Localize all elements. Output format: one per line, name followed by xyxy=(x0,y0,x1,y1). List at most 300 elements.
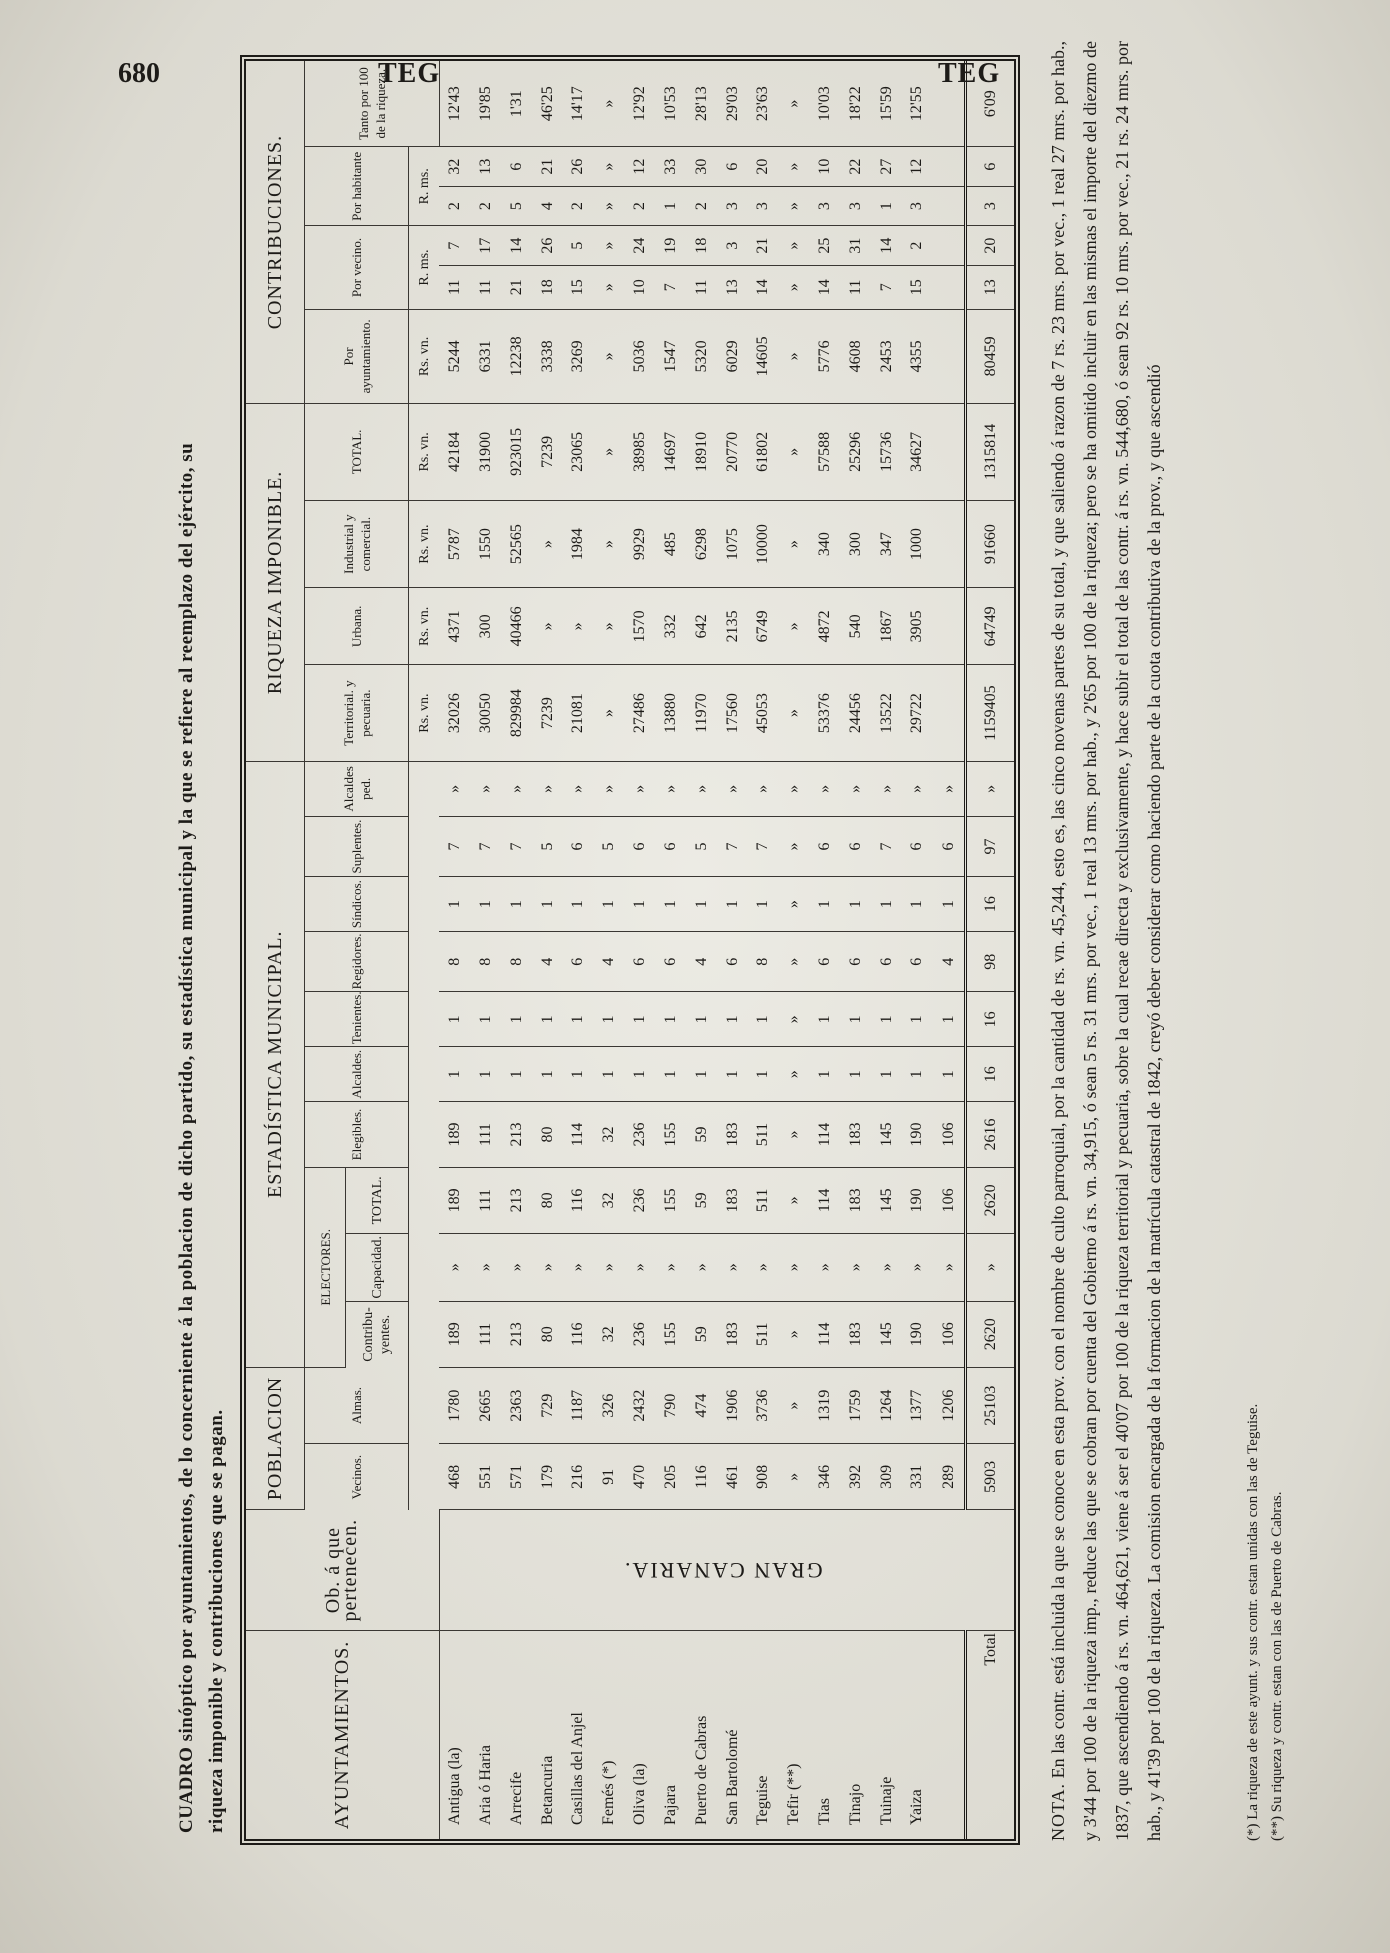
cell-tpc: 15'59 xyxy=(871,61,902,147)
cell-pv2: 25 xyxy=(810,226,841,266)
footnote-1: (*) La riqueza de este ayunt. y sus contr. estan unidas con las de Teguise. xyxy=(1245,1403,1261,1841)
cell-total-alm: 25103 xyxy=(966,1367,1014,1444)
cell-alm: 1187 xyxy=(563,1367,594,1444)
cell-pv2: 21 xyxy=(748,226,779,266)
cell-total-vec: 5903 xyxy=(966,1444,1014,1510)
cell-terr: 45053 xyxy=(748,665,779,762)
cell-cap: » xyxy=(655,1233,686,1301)
cell-tot: 145 xyxy=(871,1167,902,1233)
cell-alm: 2665 xyxy=(470,1367,501,1444)
cell-urb xyxy=(933,588,966,665)
cell-ph2: 6 xyxy=(501,147,532,187)
cell-total-eleg: 2616 xyxy=(966,1102,1014,1168)
cell-sin: 1 xyxy=(439,877,470,932)
cell-sup: 7 xyxy=(871,816,902,876)
cell-sup: 6 xyxy=(563,816,594,876)
cell-con: 190 xyxy=(902,1301,933,1367)
cell-con: 80 xyxy=(532,1301,563,1367)
cell-ten: 1 xyxy=(840,992,871,1047)
cell-con: 213 xyxy=(501,1301,532,1367)
cell-ten: 1 xyxy=(655,992,686,1047)
cell-total-ind: 91660 xyxy=(966,500,1014,588)
cell-eleg: 59 xyxy=(686,1102,717,1168)
cell-terr: 7239 xyxy=(532,665,563,762)
cell-ph2: 10 xyxy=(810,147,841,187)
unit-por-ayuntamiento: Rs. vn. xyxy=(409,309,440,403)
cell-eleg: 183 xyxy=(840,1102,871,1168)
cell-con: 183 xyxy=(717,1301,748,1367)
cell-tot: 236 xyxy=(625,1167,656,1233)
cell-total-urb: 64749 xyxy=(966,588,1014,665)
cell-alc: 1 xyxy=(902,1047,933,1102)
cell-pv1: 15 xyxy=(902,265,933,309)
cell-sin: 1 xyxy=(933,877,966,932)
cell-reg: 6 xyxy=(871,932,902,992)
cell-con: 111 xyxy=(470,1301,501,1367)
unit-por-vecino: R. ms. xyxy=(409,226,440,309)
cell-terr: 32026 xyxy=(439,665,470,762)
cell-triq: 7239 xyxy=(532,404,563,501)
cell-pv1: » xyxy=(594,265,625,309)
cell-alm: 2432 xyxy=(625,1367,656,1444)
cell-total-triq: 1315814 xyxy=(966,404,1014,501)
cell-ten: 1 xyxy=(501,992,532,1047)
cell-tpc: 29'03 xyxy=(717,61,748,147)
cell-ind: 300 xyxy=(840,500,871,588)
cell-alm: 1319 xyxy=(810,1367,841,1444)
col-regidores: Regidores. xyxy=(305,932,409,992)
cell-alc: 1 xyxy=(532,1047,563,1102)
cell-urb: 300 xyxy=(470,588,501,665)
cell-pay: 3269 xyxy=(563,309,594,403)
cell-urb: 3905 xyxy=(902,588,933,665)
cell-cap: » xyxy=(810,1233,841,1301)
cell-cap: » xyxy=(717,1233,748,1301)
cell-alm: 326 xyxy=(594,1367,625,1444)
cell-pv2: 26 xyxy=(532,226,563,266)
cell-reg: 6 xyxy=(563,932,594,992)
synoptic-table xyxy=(240,55,1020,1845)
cell-reg: 4 xyxy=(933,932,966,992)
cell-terr: 13880 xyxy=(655,665,686,762)
cell-pay: 6029 xyxy=(717,309,748,403)
cell-alc: 1 xyxy=(717,1047,748,1102)
cell-reg: 4 xyxy=(594,932,625,992)
cell-tot: 183 xyxy=(717,1167,748,1233)
cell-ind: 6298 xyxy=(686,500,717,588)
cell-ind: 1984 xyxy=(563,500,594,588)
cell-triq: 923015 xyxy=(501,404,532,501)
page-number: 680 xyxy=(118,58,160,89)
cell-sup: 6 xyxy=(933,816,966,876)
cell-ph1: 2 xyxy=(625,186,656,226)
cell-cap: » xyxy=(933,1233,966,1301)
cell-ayuntamiento: Tinajo xyxy=(846,1783,864,1825)
cell-ayuntamiento: Tias xyxy=(815,1798,833,1825)
cell-sup: 5 xyxy=(686,816,717,876)
cell-pay: 5320 xyxy=(686,309,717,403)
cell-reg: 8 xyxy=(439,932,470,992)
cell-pv2: 31 xyxy=(840,226,871,266)
cell-ind: 52565 xyxy=(501,500,532,588)
cell-triq: 42184 xyxy=(439,404,470,501)
cell-ph1: 3 xyxy=(810,186,841,226)
group-contribuciones: CONTRIBUCIONES. xyxy=(246,61,305,404)
cell-con: 106 xyxy=(933,1301,966,1367)
cell-ph1: 2 xyxy=(470,186,501,226)
cell-reg: 4 xyxy=(532,932,563,992)
cell-vec: 309 xyxy=(871,1444,902,1510)
cell-alm: 1377 xyxy=(902,1367,933,1444)
cell-ph1: 2 xyxy=(563,186,594,226)
cell-con: 145 xyxy=(871,1301,902,1367)
cell-con: 32 xyxy=(594,1301,625,1367)
cell-ten: 1 xyxy=(563,992,594,1047)
cell-total-ten: 16 xyxy=(966,992,1014,1047)
cell-reg: 8 xyxy=(748,932,779,992)
cell-eleg: 80 xyxy=(532,1102,563,1168)
cell-tot: 111 xyxy=(470,1167,501,1233)
cell-pay: 4608 xyxy=(840,309,871,403)
cell-pay: » xyxy=(594,309,625,403)
cell-ind: 10000 xyxy=(748,500,779,588)
cell-vec: 205 xyxy=(655,1444,686,1510)
cell-pv1: 18 xyxy=(532,265,563,309)
cell-alc: 1 xyxy=(655,1047,686,1102)
cell-eleg: 111 xyxy=(470,1102,501,1168)
cell-pv1 xyxy=(933,265,966,309)
cell-triq: » xyxy=(779,404,810,501)
cell-ph2: 32 xyxy=(439,147,470,187)
cell-ind: 1000 xyxy=(902,500,933,588)
cell-urb: 40466 xyxy=(501,588,532,665)
cell-ph2: 6 xyxy=(717,147,748,187)
cell-obispado xyxy=(439,1510,1014,1631)
cell-ped: » xyxy=(439,761,470,816)
cell-total-alc: 16 xyxy=(966,1047,1014,1102)
cell-alc: 1 xyxy=(840,1047,871,1102)
cell-ped: » xyxy=(717,761,748,816)
table-caption: CUADRO sinóptico por ayuntamientos, de lo concerniente á la poblacion de dicho partido, su estadística municipal y la que se refiere al reemplazo del ejército, su riqueza imponible y contribuciones que se pagan. xyxy=(176,442,227,1833)
cell-con: 183 xyxy=(840,1301,871,1367)
cell-tot: 80 xyxy=(532,1167,563,1233)
cell-tot: 189 xyxy=(439,1167,470,1233)
data-table xyxy=(246,61,1014,1839)
cell-terr: 53376 xyxy=(810,665,841,762)
cell-ten: 1 xyxy=(625,992,656,1047)
cell-vec: 571 xyxy=(501,1444,532,1510)
cell-tot: 32 xyxy=(594,1167,625,1233)
cell-total-reg: 98 xyxy=(966,932,1014,992)
cell-tot: 511 xyxy=(748,1167,779,1233)
cell-ten: 1 xyxy=(933,992,966,1047)
cell-ten: 1 xyxy=(902,992,933,1047)
cell-pay: 5244 xyxy=(439,309,470,403)
cell-sup: 7 xyxy=(748,816,779,876)
cell-total-ph1: 3 xyxy=(966,186,1014,226)
col-urbana: Urbana. xyxy=(305,588,409,665)
cell-ayuntamiento: Pajara xyxy=(661,1785,679,1825)
cell-ph1: 2 xyxy=(686,186,717,226)
cell-reg: 6 xyxy=(902,932,933,992)
cell-tpc: 10'53 xyxy=(655,61,686,147)
cell-con: 116 xyxy=(563,1301,594,1367)
cell-pv1: 13 xyxy=(717,265,748,309)
col-total-electores: TOTAL. xyxy=(346,1167,409,1233)
cell-pv2: 7 xyxy=(439,226,470,266)
cell-urb: 1867 xyxy=(871,588,902,665)
cell-urb: 642 xyxy=(686,588,717,665)
cell-alc: 1 xyxy=(594,1047,625,1102)
col-vecinos: Vecinos. xyxy=(305,1444,409,1510)
cell-con: 155 xyxy=(655,1301,686,1367)
cell-alc: 1 xyxy=(470,1047,501,1102)
cell-cap: » xyxy=(686,1233,717,1301)
cell-ph2: 26 xyxy=(563,147,594,187)
cell-sin: 1 xyxy=(501,877,532,932)
cell-pay: 1547 xyxy=(655,309,686,403)
cell-tpc: 28'13 xyxy=(686,61,717,147)
cell-reg: 6 xyxy=(625,932,656,992)
col-territorial: Territorial. y pecuaria. xyxy=(305,665,409,762)
cell-ayuntamiento: Betancuria xyxy=(538,1755,556,1825)
cell-sup: 6 xyxy=(655,816,686,876)
cell-pv1: 7 xyxy=(871,265,902,309)
cell-triq: 38985 xyxy=(625,404,656,501)
cell-pv1: 14 xyxy=(748,265,779,309)
cell-alc: 1 xyxy=(625,1047,656,1102)
cell-eleg: 213 xyxy=(501,1102,532,1168)
cell-alc: 1 xyxy=(810,1047,841,1102)
cell-ayuntamiento: San Bartolomé xyxy=(723,1729,741,1825)
cell-sup: 5 xyxy=(594,816,625,876)
cell-alm: 1264 xyxy=(871,1367,902,1444)
cell-terr: 21081 xyxy=(563,665,594,762)
cell-ten: 1 xyxy=(871,992,902,1047)
cell-eleg: 114 xyxy=(563,1102,594,1168)
cell-ind: » xyxy=(779,500,810,588)
cell-triq: 14697 xyxy=(655,404,686,501)
cell-reg: 6 xyxy=(655,932,686,992)
cell-ph2: 13 xyxy=(470,147,501,187)
cell-ped: » xyxy=(501,761,532,816)
cell-alm: 1206 xyxy=(933,1367,966,1444)
cell-total-pay: 80459 xyxy=(966,309,1014,403)
cell-ind: 1075 xyxy=(717,500,748,588)
cell-pv2: 14 xyxy=(871,226,902,266)
cell-alc: 1 xyxy=(686,1047,717,1102)
cell-ped: » xyxy=(933,761,966,816)
cell-total-terr: 1159405 xyxy=(966,665,1014,762)
cell-cap: » xyxy=(532,1233,563,1301)
cell-ph1: 3 xyxy=(748,186,779,226)
cell-tot: 155 xyxy=(655,1167,686,1233)
cell-ph1: 1 xyxy=(655,186,686,226)
cell-urb: 4371 xyxy=(439,588,470,665)
cell-pv2 xyxy=(933,226,966,266)
cell-pv1: » xyxy=(779,265,810,309)
cell-tot: 116 xyxy=(563,1167,594,1233)
cell-alc: 1 xyxy=(501,1047,532,1102)
cell-ten: » xyxy=(779,992,810,1047)
cell-tot: » xyxy=(779,1167,810,1233)
cell-eleg: 189 xyxy=(439,1102,470,1168)
cell-ph2: 12 xyxy=(625,147,656,187)
cell-ph1: 3 xyxy=(717,186,748,226)
cell-pv2: » xyxy=(594,226,625,266)
cell-eleg: » xyxy=(779,1102,810,1168)
cell-tpc: 12'92 xyxy=(625,61,656,147)
cell-triq: 23065 xyxy=(563,404,594,501)
cell-ped: » xyxy=(840,761,871,816)
note-text: En las contr. está incluida la que se conoce en esta prov. con el nombre de culto parroquial, por la cantidad de rs. vn. 45,244, esto es, las cinco novenas partes de su total, y que saliendo á razon de 7 rs. 23 mrs. por vec., 1 real 27 mrs. por hab., y 3'44 por 100 de la riqueza imp., reduce las que se cobran por cuenta del Gobierno á rs. vn. 34,915, ó sean 5 rs. 31 mrs. por vec., 1 real 13 mrs. por hab., y 2'65 por 100 de la riqueza; pero se ha omitido incluir en las mismas el importe del diezmo de 1837, que ascendiendo á rs. vn. 464,621, viene á ser el 40'07 por 100 de la riqueza territorial y pecuaria, sobre la cual recae directa y exclusivamente, y hace subir el total de las contr. á rs. vn. 544,680, ó sean 92 rs. 10 mrs. por vec., 21 rs. 24 mrs. por hab., y 41'39 por 100 de la riqueza. La comision encargada de la formacion de la matrícula catastral de 1842, creyó deber considerar como haciendo parte de la cuota contributiva de la prov., y que ascendió xyxy=(1048,40,1164,1841)
note-label: NOTA. xyxy=(1048,1782,1068,1841)
cell-alm: 790 xyxy=(655,1367,686,1444)
cell-ped: » xyxy=(625,761,656,816)
unit-total-riqueza: Rs. vn. xyxy=(409,404,440,501)
col-capacidad: Capacidad. xyxy=(346,1233,409,1301)
cell-eleg: 155 xyxy=(655,1102,686,1168)
cell-triq: 61802 xyxy=(748,404,779,501)
cell-ph1: 4 xyxy=(532,186,563,226)
cell-ph2: 20 xyxy=(748,147,779,187)
cell-tpc: 12'55 xyxy=(902,61,933,147)
cell-urb: » xyxy=(532,588,563,665)
cell-sup: 7 xyxy=(717,816,748,876)
cell-ind: 340 xyxy=(810,500,841,588)
footnote-2: (**) Su riqueza y contr. estan con las de Puerto de Cabras. xyxy=(1269,1491,1285,1841)
cell-sin: 1 xyxy=(532,877,563,932)
cell-alc: » xyxy=(779,1047,810,1102)
cell-con: 114 xyxy=(810,1301,841,1367)
cell-eleg: 190 xyxy=(902,1102,933,1168)
cell-sin: 1 xyxy=(748,877,779,932)
cell-ped: » xyxy=(686,761,717,816)
cell-sin: 1 xyxy=(470,877,501,932)
cell-cap: » xyxy=(840,1233,871,1301)
cell-cap: » xyxy=(748,1233,779,1301)
cell-ten: 1 xyxy=(594,992,625,1047)
cell-ph1 xyxy=(933,186,966,226)
cell-ind: 9929 xyxy=(625,500,656,588)
cell-eleg: 32 xyxy=(594,1102,625,1168)
cell-tot: 106 xyxy=(933,1167,966,1233)
cell-urb: » xyxy=(563,588,594,665)
cell-terr xyxy=(933,665,966,762)
cell-sin: 1 xyxy=(717,877,748,932)
cell-terr: 30050 xyxy=(470,665,501,762)
unit-industrial: Rs. vn. xyxy=(409,500,440,588)
cell-vec: » xyxy=(779,1444,810,1510)
running-head-center: TEG xyxy=(378,58,441,89)
cell-ten: 1 xyxy=(686,992,717,1047)
cell-pv1: 11 xyxy=(439,265,470,309)
cell-terr: 17560 xyxy=(717,665,748,762)
cell-terr: » xyxy=(779,665,810,762)
cell-pv1: 11 xyxy=(470,265,501,309)
cell-con: 511 xyxy=(748,1301,779,1367)
cell-sin: » xyxy=(779,877,810,932)
cell-ayuntamiento: Aria ó Haria xyxy=(476,1745,494,1825)
cell-urb: 1570 xyxy=(625,588,656,665)
cell-ind: 1550 xyxy=(470,500,501,588)
cell-cap: » xyxy=(594,1233,625,1301)
cell-urb: » xyxy=(594,588,625,665)
cell-ph1: 5 xyxy=(501,186,532,226)
unit-urbana: Rs. vn. xyxy=(409,588,440,665)
cell-triq: 20770 xyxy=(717,404,748,501)
cell-reg: » xyxy=(779,932,810,992)
cell-pay: 12238 xyxy=(501,309,532,403)
cell-tpc: 1'31 xyxy=(501,61,532,147)
cell-pv2: 2 xyxy=(902,226,933,266)
cell-urb: 540 xyxy=(840,588,871,665)
cell-tpc xyxy=(933,61,966,147)
cell-urb: 6749 xyxy=(748,588,779,665)
cell-alm: 729 xyxy=(532,1367,563,1444)
col-total-riqueza: TOTAL. xyxy=(305,404,409,501)
cell-pv1: 21 xyxy=(501,265,532,309)
cell-ayuntamiento: Tefir (**) xyxy=(785,1763,803,1825)
cell-reg: 6 xyxy=(840,932,871,992)
cell-alm: 1759 xyxy=(840,1367,871,1444)
cell-ph1: 3 xyxy=(840,186,871,226)
cell-alm: 1906 xyxy=(717,1367,748,1444)
cell-ph2: 33 xyxy=(655,147,686,187)
cell-triq xyxy=(933,404,966,501)
cell-eleg: 114 xyxy=(810,1102,841,1168)
cell-cap: » xyxy=(439,1233,470,1301)
cell-terr: 829984 xyxy=(501,665,532,762)
col-alcaldes-ped: Alcaldes ped. xyxy=(305,761,409,816)
cell-ayuntamiento: Oliva (la) xyxy=(631,1763,649,1825)
cell-sin: 1 xyxy=(594,877,625,932)
cell-urb: » xyxy=(779,588,810,665)
cell-con: 236 xyxy=(625,1301,656,1367)
cell-sin: 1 xyxy=(563,877,594,932)
cell-vec: 91 xyxy=(594,1444,625,1510)
cell-vec: 461 xyxy=(717,1444,748,1510)
cell-vec: 179 xyxy=(532,1444,563,1510)
cell-pv1: 11 xyxy=(840,265,871,309)
cell-sin: 1 xyxy=(871,877,902,932)
cell-pay: 5776 xyxy=(810,309,841,403)
cell-sin: 1 xyxy=(902,877,933,932)
cell-tpc: » xyxy=(594,61,625,147)
cell-total-pv1: 13 xyxy=(966,265,1014,309)
col-ob: Ob. á que pertenecen. xyxy=(246,1510,439,1631)
cell-triq: 18910 xyxy=(686,404,717,501)
cell-urb: 4872 xyxy=(810,588,841,665)
cell-reg: 6 xyxy=(810,932,841,992)
cell-ph2: 22 xyxy=(840,147,871,187)
cell-alm: 3736 xyxy=(748,1367,779,1444)
cell-pv2: 3 xyxy=(717,226,748,266)
cell-alm: 1780 xyxy=(439,1367,470,1444)
cell-ind: 5787 xyxy=(439,500,470,588)
cell-alm: 2363 xyxy=(501,1367,532,1444)
table-body xyxy=(439,61,1014,1839)
cell-ten: 1 xyxy=(810,992,841,1047)
cell-eleg: 511 xyxy=(748,1102,779,1168)
cell-alc: 1 xyxy=(563,1047,594,1102)
cell-ph1: 3 xyxy=(902,186,933,226)
cell-total-ped: » xyxy=(966,761,1014,816)
cell-alc: 1 xyxy=(439,1047,470,1102)
col-por-habitante: Por habitante xyxy=(305,147,409,226)
cell-total-ph2: 6 xyxy=(966,147,1014,187)
cell-alc: 1 xyxy=(933,1047,966,1102)
